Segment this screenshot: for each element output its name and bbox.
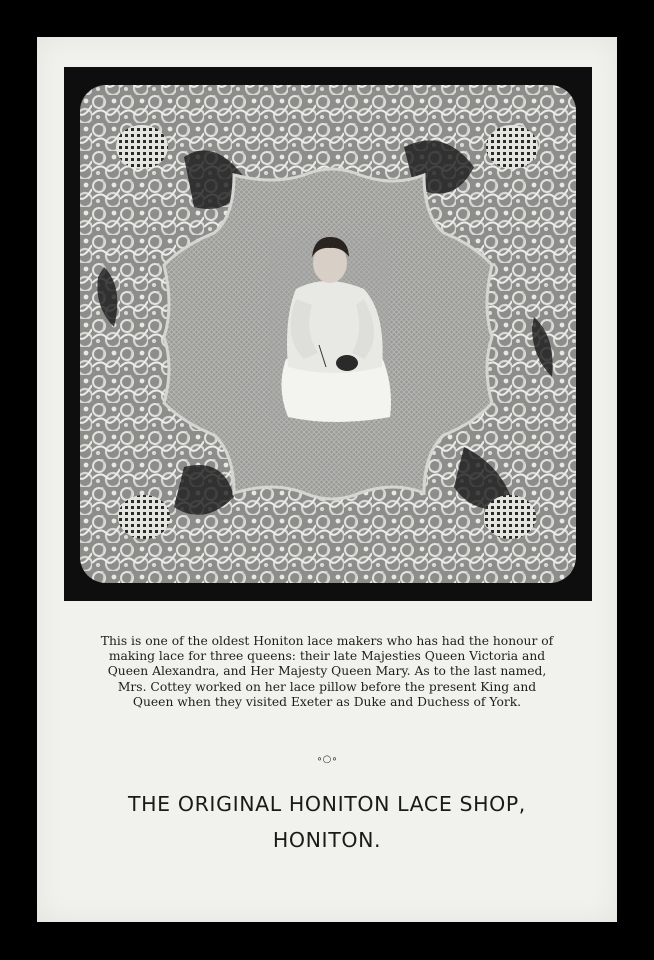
lace-photograph (64, 67, 592, 601)
lace-handkerchief-image (64, 67, 592, 601)
postcard (37, 37, 617, 922)
lace-maker-figure (269, 237, 391, 422)
caption-text: This is one of the oldest Honiton lace makers who has had the honour of making lace for three queens: their late Majesties Queen Victoria and Queen Alexandra, and Her Majesty Queen Mary. As to the last named, Mrs. Cottey worked on her lace pillow before the present King and Queen when they visited Exeter as Duke and Duchess of York. (100, 634, 554, 709)
shop-name-heading: THE ORIGINAL HONITON LACE SHOP, (128, 792, 526, 816)
shop-town-heading: HONITON. (272, 828, 382, 852)
ornament-divider: ∘○∘ (316, 754, 338, 765)
